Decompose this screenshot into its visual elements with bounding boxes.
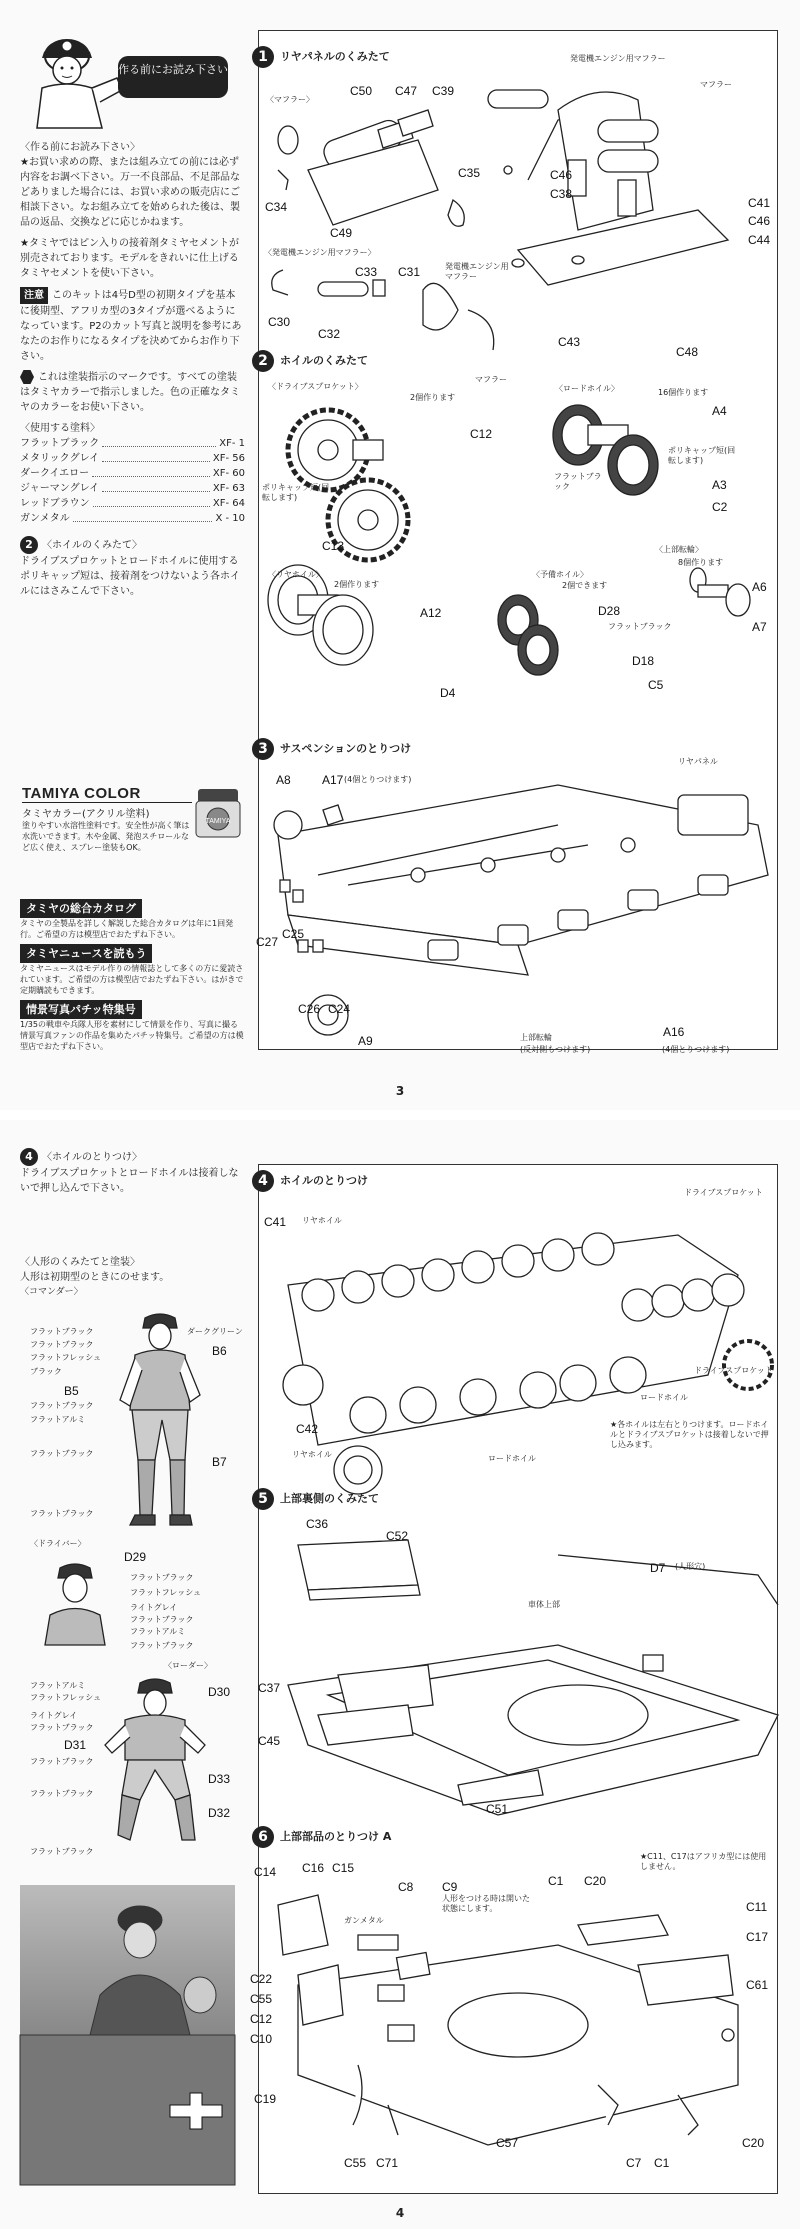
paint-row: [20, 451, 245, 466]
part-label: C45: [258, 1734, 281, 1748]
label: 16個作ります: [658, 388, 709, 397]
color-label: フラットフレッシュ: [30, 1353, 102, 1362]
label: 〈上部転輪〉: [655, 545, 703, 554]
label: リヤホイル: [292, 1450, 332, 1459]
part-label: A8: [276, 773, 291, 787]
label: ポリキャップ短(回転します): [262, 483, 330, 502]
paint-code: XF- 64: [212, 498, 245, 509]
label: 発電機エンジン用マフラー: [570, 54, 666, 63]
commander-label: 〈コマンダー〉: [20, 1287, 83, 1297]
label: マフラー: [700, 80, 732, 89]
caution-block: [20, 287, 245, 364]
label: 上部転輪: [520, 1033, 552, 1042]
part-label: A17: [322, 773, 344, 787]
label: リヤパネル: [678, 757, 718, 766]
label: 〈マフラー〉: [266, 95, 314, 104]
step-title: ホイルのくみたて: [280, 354, 368, 367]
figure-subtitle: 人形は初期型のときにのせます。: [20, 1272, 170, 1283]
label: 2個できます: [562, 581, 608, 590]
color-label: フラットフレッシュ: [130, 1588, 202, 1597]
label: ドライブスプロケット: [684, 1188, 763, 1197]
news-desc: タミヤニュースはモデル作りの情報誌として多くの方に愛読されています。ご希望の方は模型店でおたずね下さい。はがきで定期購読もできます。: [20, 964, 244, 995]
label: 〈リヤホイル〉: [268, 570, 324, 579]
step-title: リヤパネルのくみたて: [280, 50, 390, 63]
part-label: D4: [440, 686, 456, 700]
paint-row: [20, 511, 245, 526]
paint-mark-icon: [20, 370, 34, 384]
part-label: C52: [386, 1529, 409, 1543]
color-label: フラットブラック: [130, 1641, 194, 1650]
page-gap: [0, 1110, 800, 1120]
loader-label: 〈ローダー〉: [164, 1661, 212, 1670]
paint-name: ダークイエロー: [20, 468, 90, 479]
part-label: D31: [64, 1738, 87, 1752]
paint-header: 〈使用する塗料〉: [20, 423, 100, 434]
part-label: C30: [268, 315, 291, 329]
step-2-heading: [252, 350, 368, 372]
label: フラットブラック: [554, 472, 602, 491]
color-label: フラットアルミ: [130, 1627, 186, 1636]
step-3-heading: [252, 738, 411, 760]
step-number: 4: [20, 1148, 38, 1166]
color-label: フラットブラック: [30, 1327, 94, 1336]
step-title: サスペンションのとりつけ: [280, 742, 412, 755]
part-label: C61: [746, 1978, 769, 1992]
paint-code: XF- 63: [212, 483, 245, 494]
color-label: フラットブラック: [30, 1723, 94, 1732]
part-label: C48: [676, 345, 699, 359]
label: 人形をつける時は開いた状態にします。: [442, 1894, 530, 1913]
label: 車体上部: [528, 1600, 560, 1609]
paint-name: ジャーマングレイ: [20, 483, 100, 494]
paint-code: XF- 1: [219, 438, 245, 449]
part-label: C55: [250, 1992, 273, 2006]
part-label: B7: [212, 1455, 227, 1469]
color-label: フラットフレッシュ: [30, 1693, 102, 1702]
label: (4個とりつけます): [662, 1045, 730, 1054]
wheel-note-text: ドライブスプロケットとロードホイルは接着しないで押し込んで下さい。: [20, 1168, 239, 1194]
svg-text:TAMIYA: TAMIYA: [205, 818, 231, 825]
part-label: C38: [550, 187, 573, 201]
color-label: フラットブラック: [30, 1847, 94, 1856]
wheel-note-text: ドライブスプロケットとロードホイルに使用するポリキャップ短は、接着剤をつけないよう各ホイルにはさみこんで下さい。: [20, 556, 240, 597]
wheel-attach-note: [20, 1148, 240, 1196]
figure-title: 〈人形のくみたてと塗装〉: [20, 1257, 140, 1268]
label: (4個とりつけます): [344, 775, 412, 784]
intro-section: [20, 140, 245, 599]
photo-special-title: 情景写真パチッ特集号: [20, 1000, 142, 1019]
step-number: 3: [252, 738, 274, 760]
caution-text: このキットは4号D型の初期タイプを基本に後期型、アフリカ型の3タイプが選べるようになっています。P2のカット写真と説明を参考にあなたのお作りになるタイプを決めてからお作り下さい。: [20, 290, 242, 362]
part-label: C57: [496, 2136, 519, 2150]
part-label: D7: [650, 1561, 666, 1575]
page-number: 3: [395, 1084, 405, 1098]
part-label: C11: [746, 1900, 768, 1914]
part-label: C1: [548, 1874, 564, 1888]
paint-jar-icon: [192, 785, 244, 843]
read-before-building-banner: 作る前にお読み下さい: [118, 56, 228, 98]
part-label: B6: [212, 1344, 227, 1358]
part-label: D29: [124, 1550, 147, 1564]
paint-list: [20, 436, 245, 526]
part-label: A6: [752, 580, 767, 594]
color-label: ライトグレイ: [30, 1711, 78, 1720]
news-title: タミヤニュースを読もう: [20, 944, 152, 963]
label: ポリキャップ短(回転します): [668, 446, 736, 465]
part-label: C41: [748, 196, 771, 210]
step-number: 4: [252, 1170, 274, 1192]
part-label: C12: [470, 427, 493, 441]
label: 〈ドライブスプロケット〉: [268, 382, 363, 391]
step-1-diagram: [258, 60, 778, 360]
paint-row: [20, 436, 245, 451]
info-sections: [20, 895, 245, 1052]
color-label: フラットブラック: [30, 1757, 94, 1766]
color-label: フラットアルミ: [30, 1681, 86, 1690]
commander-figure: [100, 1310, 220, 1530]
part-label: C71: [376, 2156, 399, 2170]
part-label: C44: [748, 233, 771, 247]
step-5-diagram: [258, 1515, 778, 1795]
part-label: D18: [632, 654, 655, 668]
part-label: A9: [358, 1034, 373, 1048]
part-label: C13: [322, 539, 345, 553]
part-label: C55: [344, 2156, 367, 2170]
page-3: [0, 0, 800, 1110]
color-label: フラットブラック: [130, 1573, 194, 1582]
part-label: C27: [256, 935, 279, 949]
part-label: C37: [258, 1681, 281, 1695]
label: 8個作ります: [678, 558, 724, 567]
step-number: 2: [20, 536, 38, 554]
label: 〈予備ホイル〉: [532, 570, 588, 579]
part-label: C24: [328, 1002, 351, 1016]
part-label: C5: [648, 678, 664, 692]
part-label: C14: [254, 1865, 277, 1879]
page-number: 4: [395, 2206, 405, 2220]
part-label: C16: [302, 1861, 325, 1875]
part-label: A12: [420, 606, 442, 620]
intro-paragraph-1: ★お買い求めの際、または組み立ての前には必ず内容をお調べ下さい。万一不良部品、不足部品などありました場合には、お買い求めの販売店にご相談下さい。なお組み立てを始められた後は、製品の返品、交換などに応じかねます。: [20, 157, 240, 228]
part-label: C35: [458, 166, 481, 180]
part-label: C42: [296, 1422, 319, 1436]
step-5-heading: [252, 1488, 379, 1510]
driver-label: 〈ドライバー〉: [30, 1539, 86, 1548]
officer-illustration: [22, 18, 132, 138]
figure-section-heading: [20, 1255, 245, 1300]
part-label: C20: [584, 1874, 607, 1888]
label: 2個作ります: [334, 580, 380, 589]
part-label: C1: [654, 2156, 670, 2170]
part-label: C32: [318, 327, 341, 341]
color-label: ダークグリーン: [187, 1327, 243, 1336]
part-label: A3: [712, 478, 727, 492]
part-label: C12: [250, 2012, 273, 2026]
paint-name: フラットブラック: [20, 438, 100, 449]
part-label: C33: [355, 265, 378, 279]
part-label: C31: [398, 265, 421, 279]
part-label: C34: [265, 200, 288, 214]
step-4-note: ★各ホイルは左右とりつけます。ロードホイルとドライブスプロケットは接着しないで押し込みます。: [610, 1420, 769, 1449]
step-3-diagram: [258, 765, 778, 1065]
tamiya-color-title: TAMIYA COLOR: [22, 785, 141, 802]
paint-row: [20, 466, 245, 481]
label: 〈ロードホイル〉: [555, 384, 619, 393]
paint-intro-text: これは塗装指示のマークです。すべての塗装はタミヤカラーで指示しました。色の正確なタミヤのカラーをお使い下さい。: [20, 372, 240, 413]
step-number: 5: [252, 1488, 274, 1510]
part-label: C43: [558, 335, 581, 349]
part-label: C20: [742, 2136, 765, 2150]
part-label: C47: [395, 84, 418, 98]
paint-code: XF- 60: [212, 468, 245, 479]
step-6-heading: [252, 1826, 391, 1848]
label: フラットブラック: [608, 622, 672, 631]
part-label: D32: [208, 1806, 231, 1820]
paint-name: ガンメタル: [20, 513, 70, 524]
driver-figure: [40, 1560, 110, 1650]
color-label: フラットブラック: [30, 1449, 94, 1458]
page-4: [0, 1120, 800, 2229]
part-label: B5: [64, 1384, 79, 1398]
paint-name: レッドブラウン: [20, 498, 90, 509]
label: 〈発電機エンジン用マフラー〉: [264, 248, 376, 257]
label: 2個作ります: [410, 393, 456, 402]
tank-photo-detail: [20, 1885, 235, 2185]
part-label: C26: [298, 1002, 321, 1016]
part-label: C7: [626, 2156, 642, 2170]
part-label: C10: [250, 2032, 273, 2046]
intro-title: 〈作る前にお読み下さい〉: [20, 142, 140, 153]
loader-figure: [100, 1675, 210, 1845]
photo-special-desc: 1/35の戦車や兵隊人形を素材にして情景を作り、写真に撮る情景写真ファンの作品を集めたパチッ特集号。ご希望の方は模型店でおたずね下さい。: [20, 1020, 244, 1051]
part-label: C51: [486, 1802, 509, 1816]
paint-row: [20, 481, 245, 496]
intro-paragraph-2: ★タミヤではピン入りの接着剤タミヤセメントが別売されております。モデルをきれいに仕上げるタミヤセメントを使い下さい。: [20, 238, 239, 279]
color-label: ライトグレイ: [130, 1603, 178, 1612]
step-6-note: ★C11、C17はアフリカ型には使用しません。: [640, 1852, 767, 1871]
step-4-heading: [252, 1170, 368, 1192]
paint-name: メタリックグレイ: [20, 453, 100, 464]
color-label: フラットブラック: [30, 1340, 94, 1349]
paint-row: [20, 496, 245, 511]
part-label: A7: [752, 620, 767, 634]
part-label: D30: [208, 1685, 231, 1699]
color-label: フラットブラック: [130, 1615, 194, 1624]
label: ガンメタル: [344, 1916, 384, 1925]
part-label: C25: [282, 927, 305, 941]
part-label: C46: [748, 214, 771, 228]
step-title: 上部部品のとりつけ A: [280, 1830, 392, 1843]
tamiya-color-subtitle: タミヤカラー(アクリル塗料): [22, 802, 192, 820]
color-label: フラットアルミ: [30, 1415, 86, 1424]
label: リヤホイル: [302, 1216, 342, 1225]
color-label: フラットブラック: [30, 1401, 94, 1410]
part-label: C49: [330, 226, 353, 240]
step-title: 上部裏側のくみたて: [280, 1492, 379, 1505]
paint-intro: [20, 370, 245, 415]
label: ドライブスプロケット: [694, 1366, 773, 1375]
label: (人形穴): [675, 1562, 706, 1571]
caution-badge: 注意: [20, 287, 48, 304]
part-label: C8: [398, 1880, 414, 1894]
label: マフラー: [475, 375, 507, 384]
paint-code: XF- 56: [212, 453, 245, 464]
part-label: C2: [712, 500, 728, 514]
color-label: ブラック: [30, 1367, 62, 1376]
part-label: C22: [250, 1972, 273, 1986]
part-label: A4: [712, 404, 727, 418]
step-number: 2: [252, 350, 274, 372]
step-4-diagram: [258, 1215, 778, 1495]
part-label: D28: [598, 604, 621, 618]
part-label: C36: [306, 1517, 329, 1531]
part-label: C9: [442, 1880, 458, 1894]
catalog-desc: タミヤの全製品を詳しく解説した総合カタログは年に1回発行。ご希望の方は模型店でおたずね下さい。: [20, 919, 234, 939]
part-label: C46: [550, 168, 573, 182]
step-number: 1: [252, 46, 274, 68]
tamiya-color-box: [22, 785, 244, 885]
catalog-title: タミヤの総合カタログ: [20, 899, 142, 918]
wheel-note-title: 〈ホイルのとりつけ〉: [42, 1152, 142, 1163]
part-label: C41: [264, 1215, 287, 1229]
wheel-assembly-note: [20, 536, 245, 599]
part-label: C39: [432, 84, 455, 98]
label: ロードホイル: [488, 1454, 536, 1463]
wheel-note-title: 〈ホイルのくみたて〉: [42, 540, 142, 551]
label: (反対側もつけます): [520, 1045, 591, 1054]
label: ロードホイル: [640, 1393, 688, 1402]
part-label: D33: [208, 1772, 231, 1786]
part-label: C50: [350, 84, 373, 98]
tamiya-color-description: 塗りやすい水溶性塗料です。安全性が高く筆は水洗いできます。木や金属、発泡スチロールなど広く使え、スプレー塗装もOK。: [22, 821, 190, 852]
label: 発電機エンジン用マフラー: [445, 262, 509, 281]
step-title: ホイルのとりつけ: [280, 1174, 368, 1187]
part-label: A16: [663, 1025, 685, 1039]
part-label: C17: [746, 1930, 769, 1944]
color-label: フラットブラック: [30, 1509, 94, 1518]
color-label: フラットブラック: [30, 1789, 94, 1798]
step-number: 6: [252, 1826, 274, 1848]
part-label: C15: [332, 1861, 355, 1875]
paint-code: X - 10: [215, 513, 245, 524]
part-label: C19: [254, 2092, 277, 2106]
